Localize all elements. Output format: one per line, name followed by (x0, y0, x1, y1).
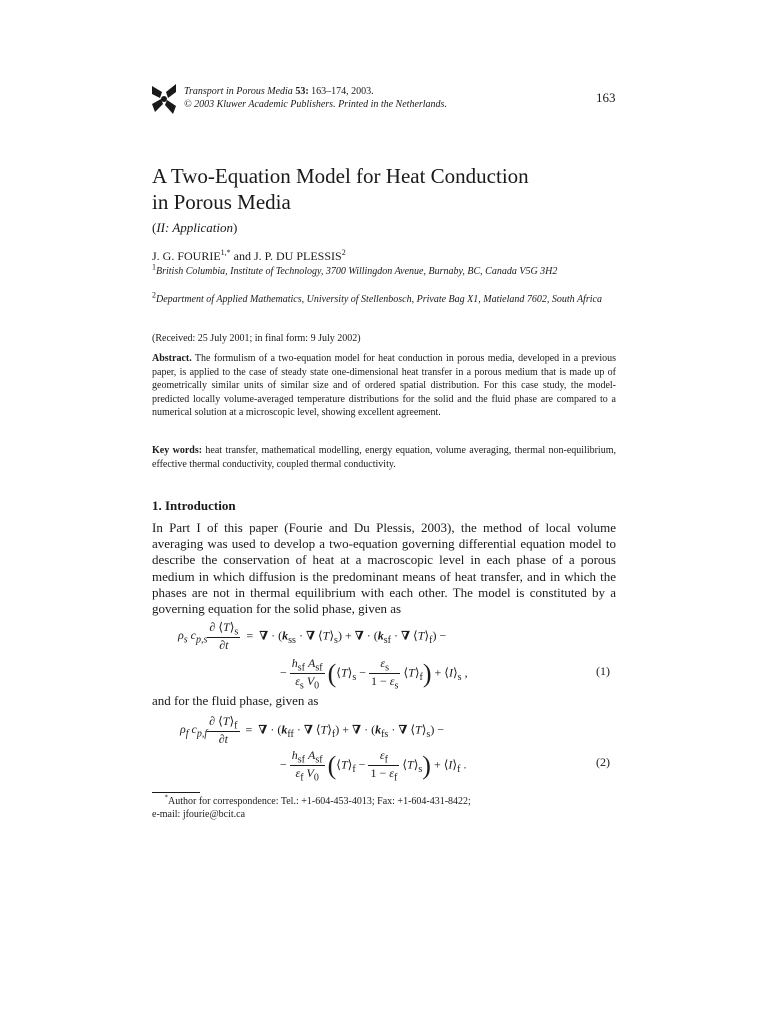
abstract-label: Abstract. (152, 353, 192, 364)
keywords-label: Key words: (152, 445, 203, 456)
title-line-2: in Porous Media (152, 190, 291, 214)
aff-2-number: 2 (152, 290, 156, 300)
subtitle-text: II: Application (156, 220, 234, 235)
received-dates: (Received: 25 July 2001; in final form: 9 July 2002) (152, 333, 361, 344)
footnote-line-1: *Author for correspondence: Tel.: +1-604-453-4013; Fax: +1-604-431-8422; (164, 793, 471, 807)
author-line (152, 249, 346, 264)
footnote-rule (152, 792, 200, 793)
equation-1-line-1: $\rho_s$ $c_{p,s}$ $\frac{\partial ⟨T⟩_s}{\partial t}$ = ∇ · ($k_{ss}$ · ∇ $⟨T⟩_s$) + ∇ · ($k_{sf}$ · ∇ $⟨T⟩_f$) − (178, 620, 447, 653)
footnote-line-2: e-mail: jfourie@bcit.ca (152, 809, 246, 820)
page-number: 163 (596, 90, 616, 105)
author-1: J. G. FOURIE (152, 249, 221, 263)
article-subtitle: (II: Application) (152, 220, 238, 235)
keywords-text: heat transfer, mathematical modelling, energy equation, volume averaging, thermal non-equilibrium, effective thermal conductivity, coupled thermal conductivity. (152, 445, 616, 470)
equation-1-line-2: − $\frac{h_{sf} A_{sf}}{\varepsilon_s V_0}$ ($⟨T⟩_s$ − $\frac{\varepsilon_s}{1 - \varepsilon_s}$ $⟨T⟩_f$) + $⟨I⟩_s$ , (280, 656, 468, 692)
intro-paragraph: In Part I of this paper (Fourie and Du Plessis, 2003), the method of local volume averaging was used to develop a two-equation governing differential equation model to describe the conservation of heat at a macroscopic level in each phase of a porous medium in which diffusion is the predominant means of heat transfer, and in which the phases are not in thermal equilibrium with each other. The model is constituted by a governing equation for the solid phase, given as (152, 520, 616, 617)
journal-volume: 53: (295, 86, 309, 97)
keywords (152, 444, 616, 471)
equation-1-number: (1) (596, 664, 610, 678)
affiliation-2 (152, 290, 616, 306)
journal-pages: 163–174, 2003. (308, 86, 374, 97)
equation-2-line-1: $\rho_f$ $c_{p,f}$ $\frac{\partial ⟨T⟩_f}{\partial t}$ = ∇ · ($k_{ff}$ · ∇ $⟨T⟩_f$) + ∇ · ($k_{fs}$ · ∇ $⟨T⟩_s$) − (180, 714, 445, 747)
equation-2-number: (2) (596, 755, 610, 769)
journal-name: Transport in Porous Media (184, 86, 293, 97)
section-heading: 1. Introduction (152, 498, 236, 513)
author-2-sup: 2 (341, 248, 346, 257)
author-1-sup: 1,* (220, 248, 231, 257)
abstract (152, 352, 616, 420)
aff-1-text: British Columbia, Institute of Technology, 3700 Willingdon Avenue, Burnaby, BC, Canada V5G 3H2 (156, 266, 558, 277)
journal-citation (184, 85, 447, 98)
journal-header (184, 85, 447, 111)
copyright-line: © 2003 Kluwer Academic Publishers. Printed in the Netherlands. (184, 99, 447, 110)
author-2: and J. P. DU PLESSIS (230, 249, 342, 263)
footnote (152, 795, 471, 821)
between-text: and for the fluid phase, given as (152, 693, 319, 708)
title-line-1: A Two-Equation Model for Heat Conduction (152, 164, 529, 188)
publisher-logo-icon (152, 84, 176, 114)
equation-2-line-2: − $\frac{h_{sf} A_{sf}}{\varepsilon_f V_0}$ ($⟨T⟩_f$ − $\frac{\varepsilon_f}{1 - \varepsilon_f}$ $⟨T⟩_s$) + $⟨I⟩_f$ . (280, 748, 467, 784)
abstract-text: The formulism of a two-equation model for heat conduction in porous media, developed in a previous paper, is applied to the case of steady state one-dimensional heat transfer in a porous medium that is made up of geometrically similar units of similar size and of ordered spatial distribution. For this case study, the model-predicted locally volume-averaged temperature distributions for the solid and the fluid phase are compared to a numerical solution at a microscopic level, showing excellent agreement. (152, 353, 616, 418)
aff-1-number: 1 (152, 262, 156, 272)
aff-2-text: Department of Applied Mathematics, University of Stellenbosch, Private Bag X1, Matieland 7602, South Africa (156, 294, 602, 305)
affiliation-1 (152, 262, 616, 278)
article-title (152, 163, 529, 215)
footnote-marker: * (164, 793, 168, 802)
